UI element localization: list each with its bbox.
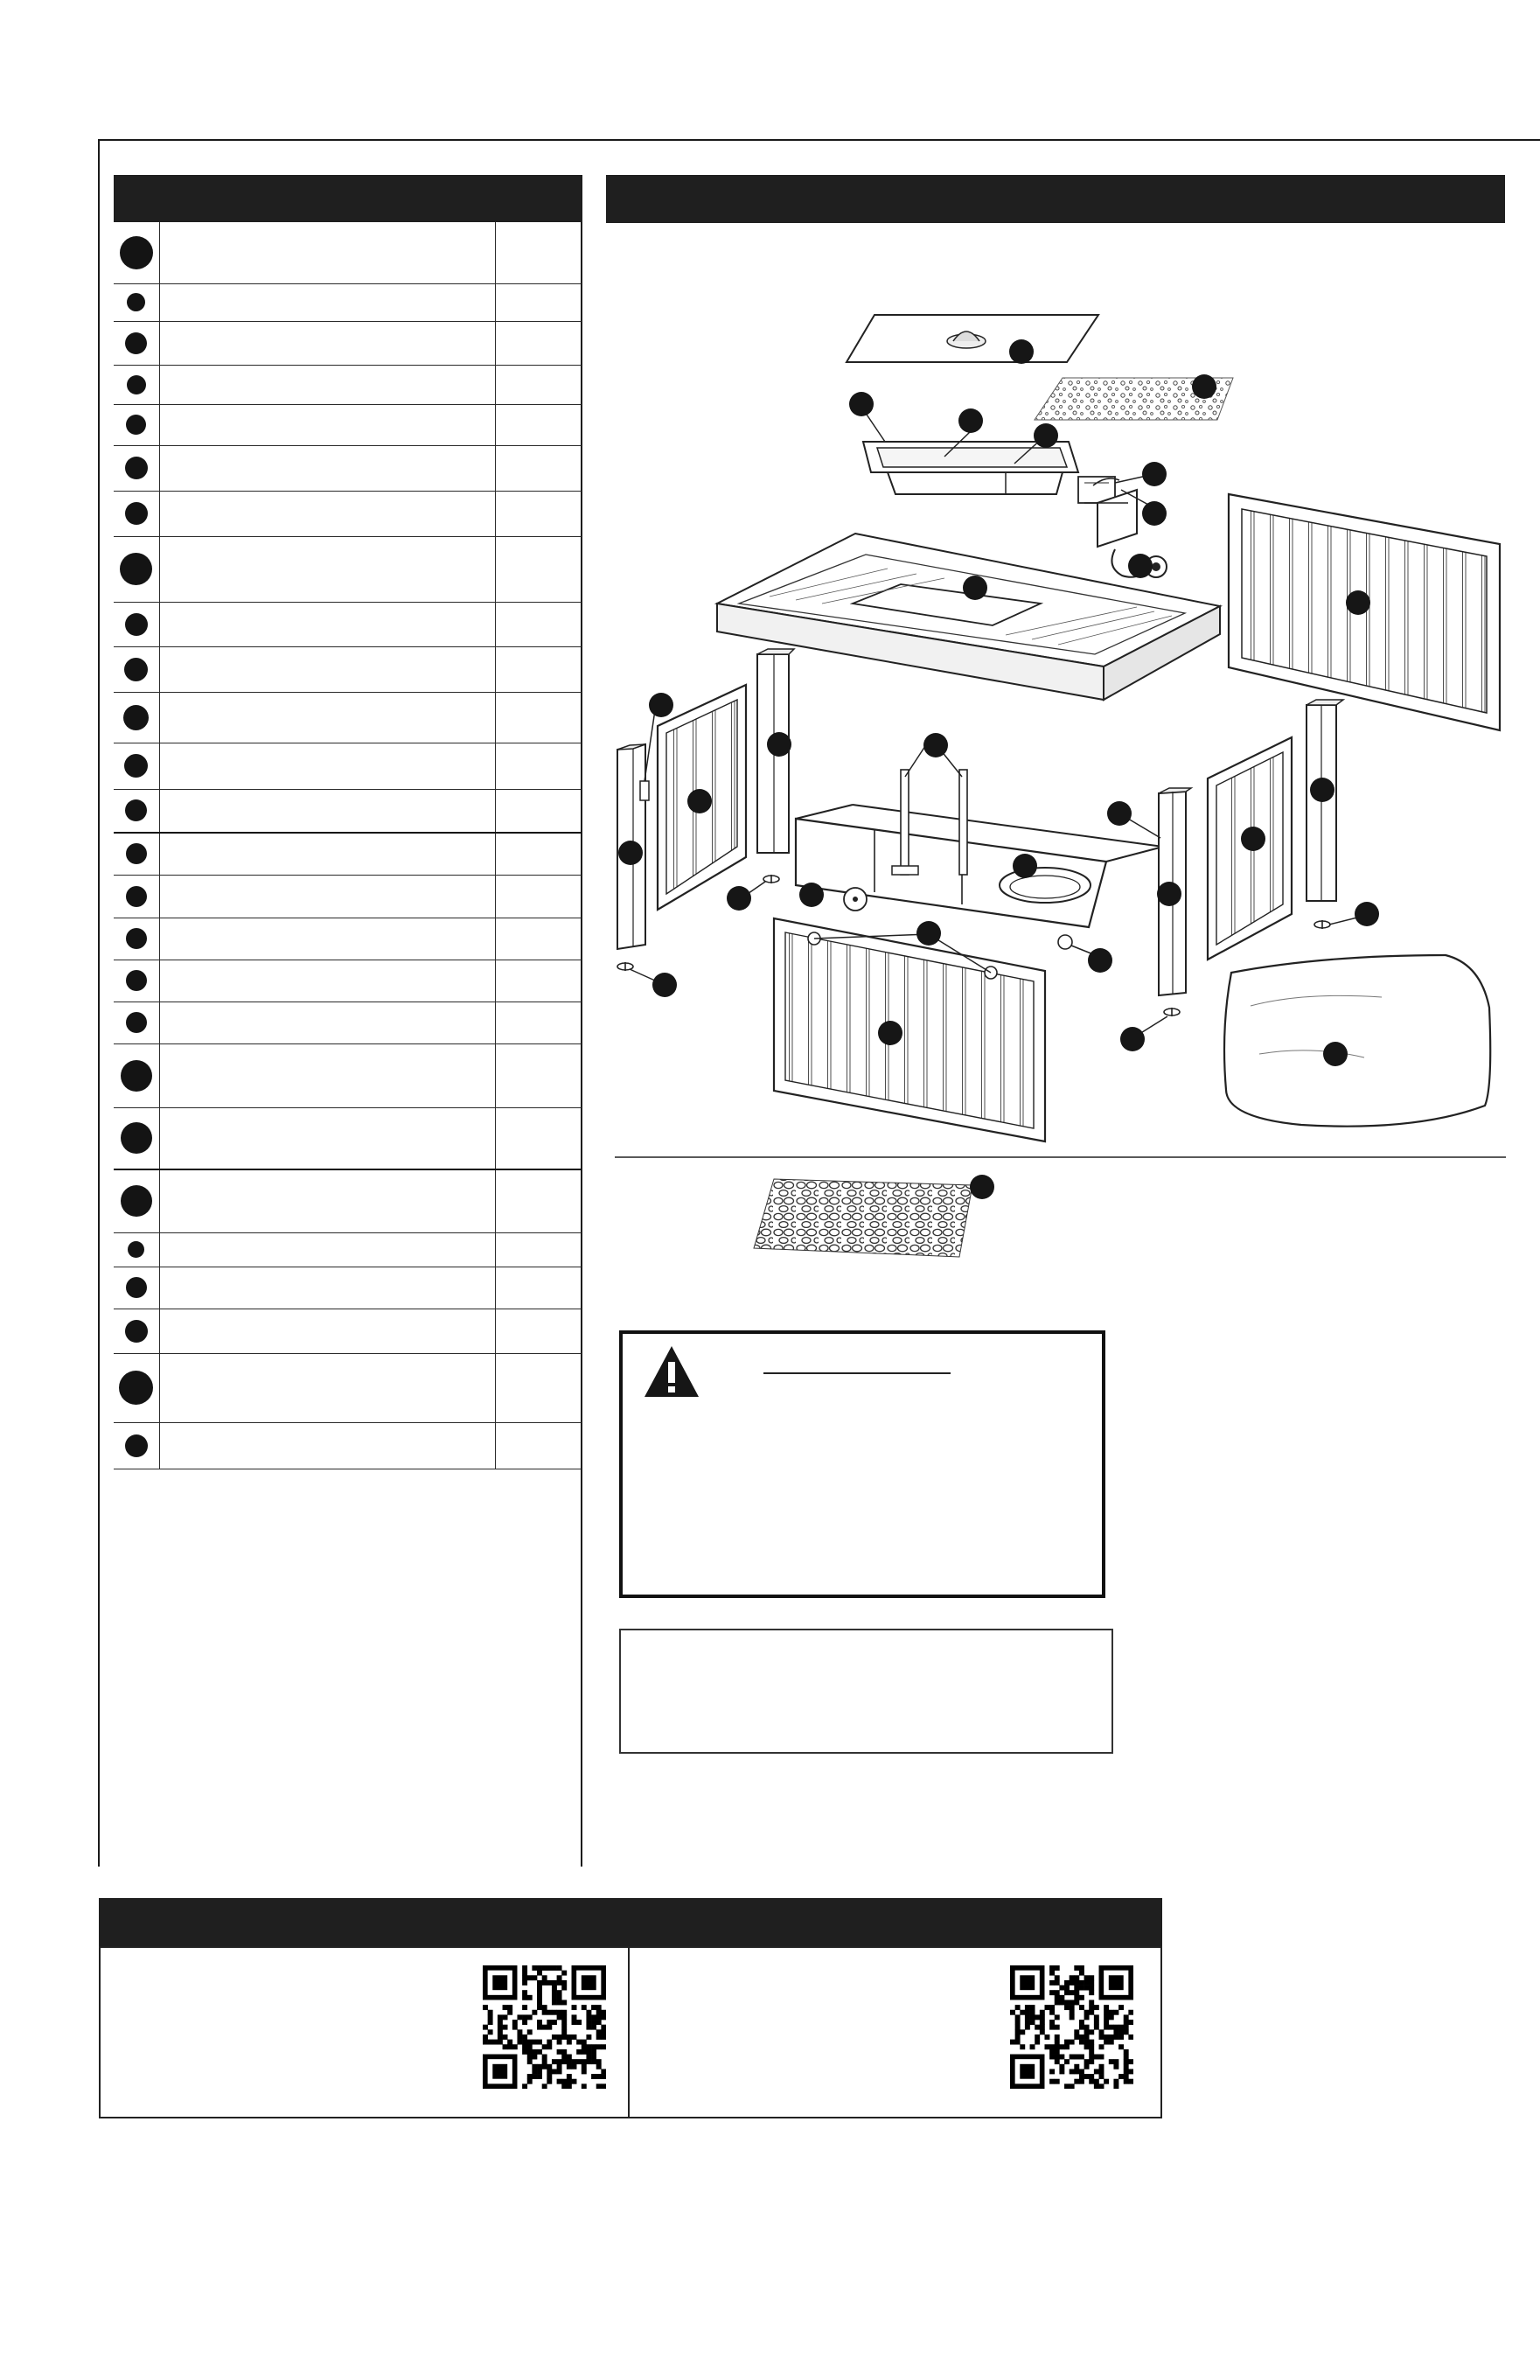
callout-left-panel [687, 789, 712, 813]
qr-code-icon-right [1010, 1965, 1133, 2089]
callout-foot-right-back [1355, 902, 1379, 926]
warning-box [619, 1330, 1105, 1598]
callout-regulator [1128, 554, 1153, 578]
callout-side-bracket [649, 693, 673, 717]
callout-knob [799, 883, 824, 907]
burner-pan [863, 442, 1078, 494]
warning-triangle-icon [642, 1343, 701, 1400]
callout-foot-left-front [652, 973, 677, 997]
lava-rock [754, 1179, 972, 1257]
callout-back-panel [1346, 590, 1370, 615]
cover [1224, 955, 1490, 1127]
callout-burner-pan-left [849, 392, 874, 416]
callout-lava-rock [970, 1175, 994, 1199]
side-bracket [640, 781, 649, 800]
callout-left-front-leg [618, 841, 643, 865]
burner-cover [847, 315, 1098, 362]
callout-burner-cover [1009, 339, 1034, 364]
callout-frame-bars [923, 733, 948, 757]
callout-foot-right-side [1088, 948, 1112, 973]
callout-foot-right-front [1120, 1027, 1145, 1051]
callout-igniter-box [1142, 501, 1167, 526]
help-panel-left [99, 1946, 630, 2118]
callout-fire-glass [1192, 374, 1216, 399]
callout-burner-bracket [1034, 423, 1058, 448]
callout-right-bracket [1107, 801, 1132, 826]
callout-left-back-leg [767, 732, 791, 757]
callout-burner-ring [1013, 854, 1037, 878]
help-header [99, 1898, 1162, 1946]
note-box [619, 1629, 1113, 1754]
qr-code-icon-left [483, 1965, 606, 2089]
callout-burner-pan [958, 408, 983, 433]
callout-ignition-wires [1142, 462, 1167, 486]
warning-title-rule [763, 1372, 951, 1374]
burner-ring-frame [1000, 868, 1091, 903]
callout-right-panel [1241, 827, 1265, 851]
help-panel-right [628, 1946, 1162, 2118]
callout-right-front-leg [1157, 882, 1181, 906]
callout-panel-knobs [916, 921, 941, 946]
callout-front-panel [878, 1021, 902, 1045]
callout-cover [1323, 1042, 1348, 1066]
front-panel [774, 918, 1045, 1141]
callout-right-back-leg [1310, 778, 1334, 802]
callout-tabletop [963, 576, 987, 600]
callout-foot-left-back [727, 886, 751, 911]
